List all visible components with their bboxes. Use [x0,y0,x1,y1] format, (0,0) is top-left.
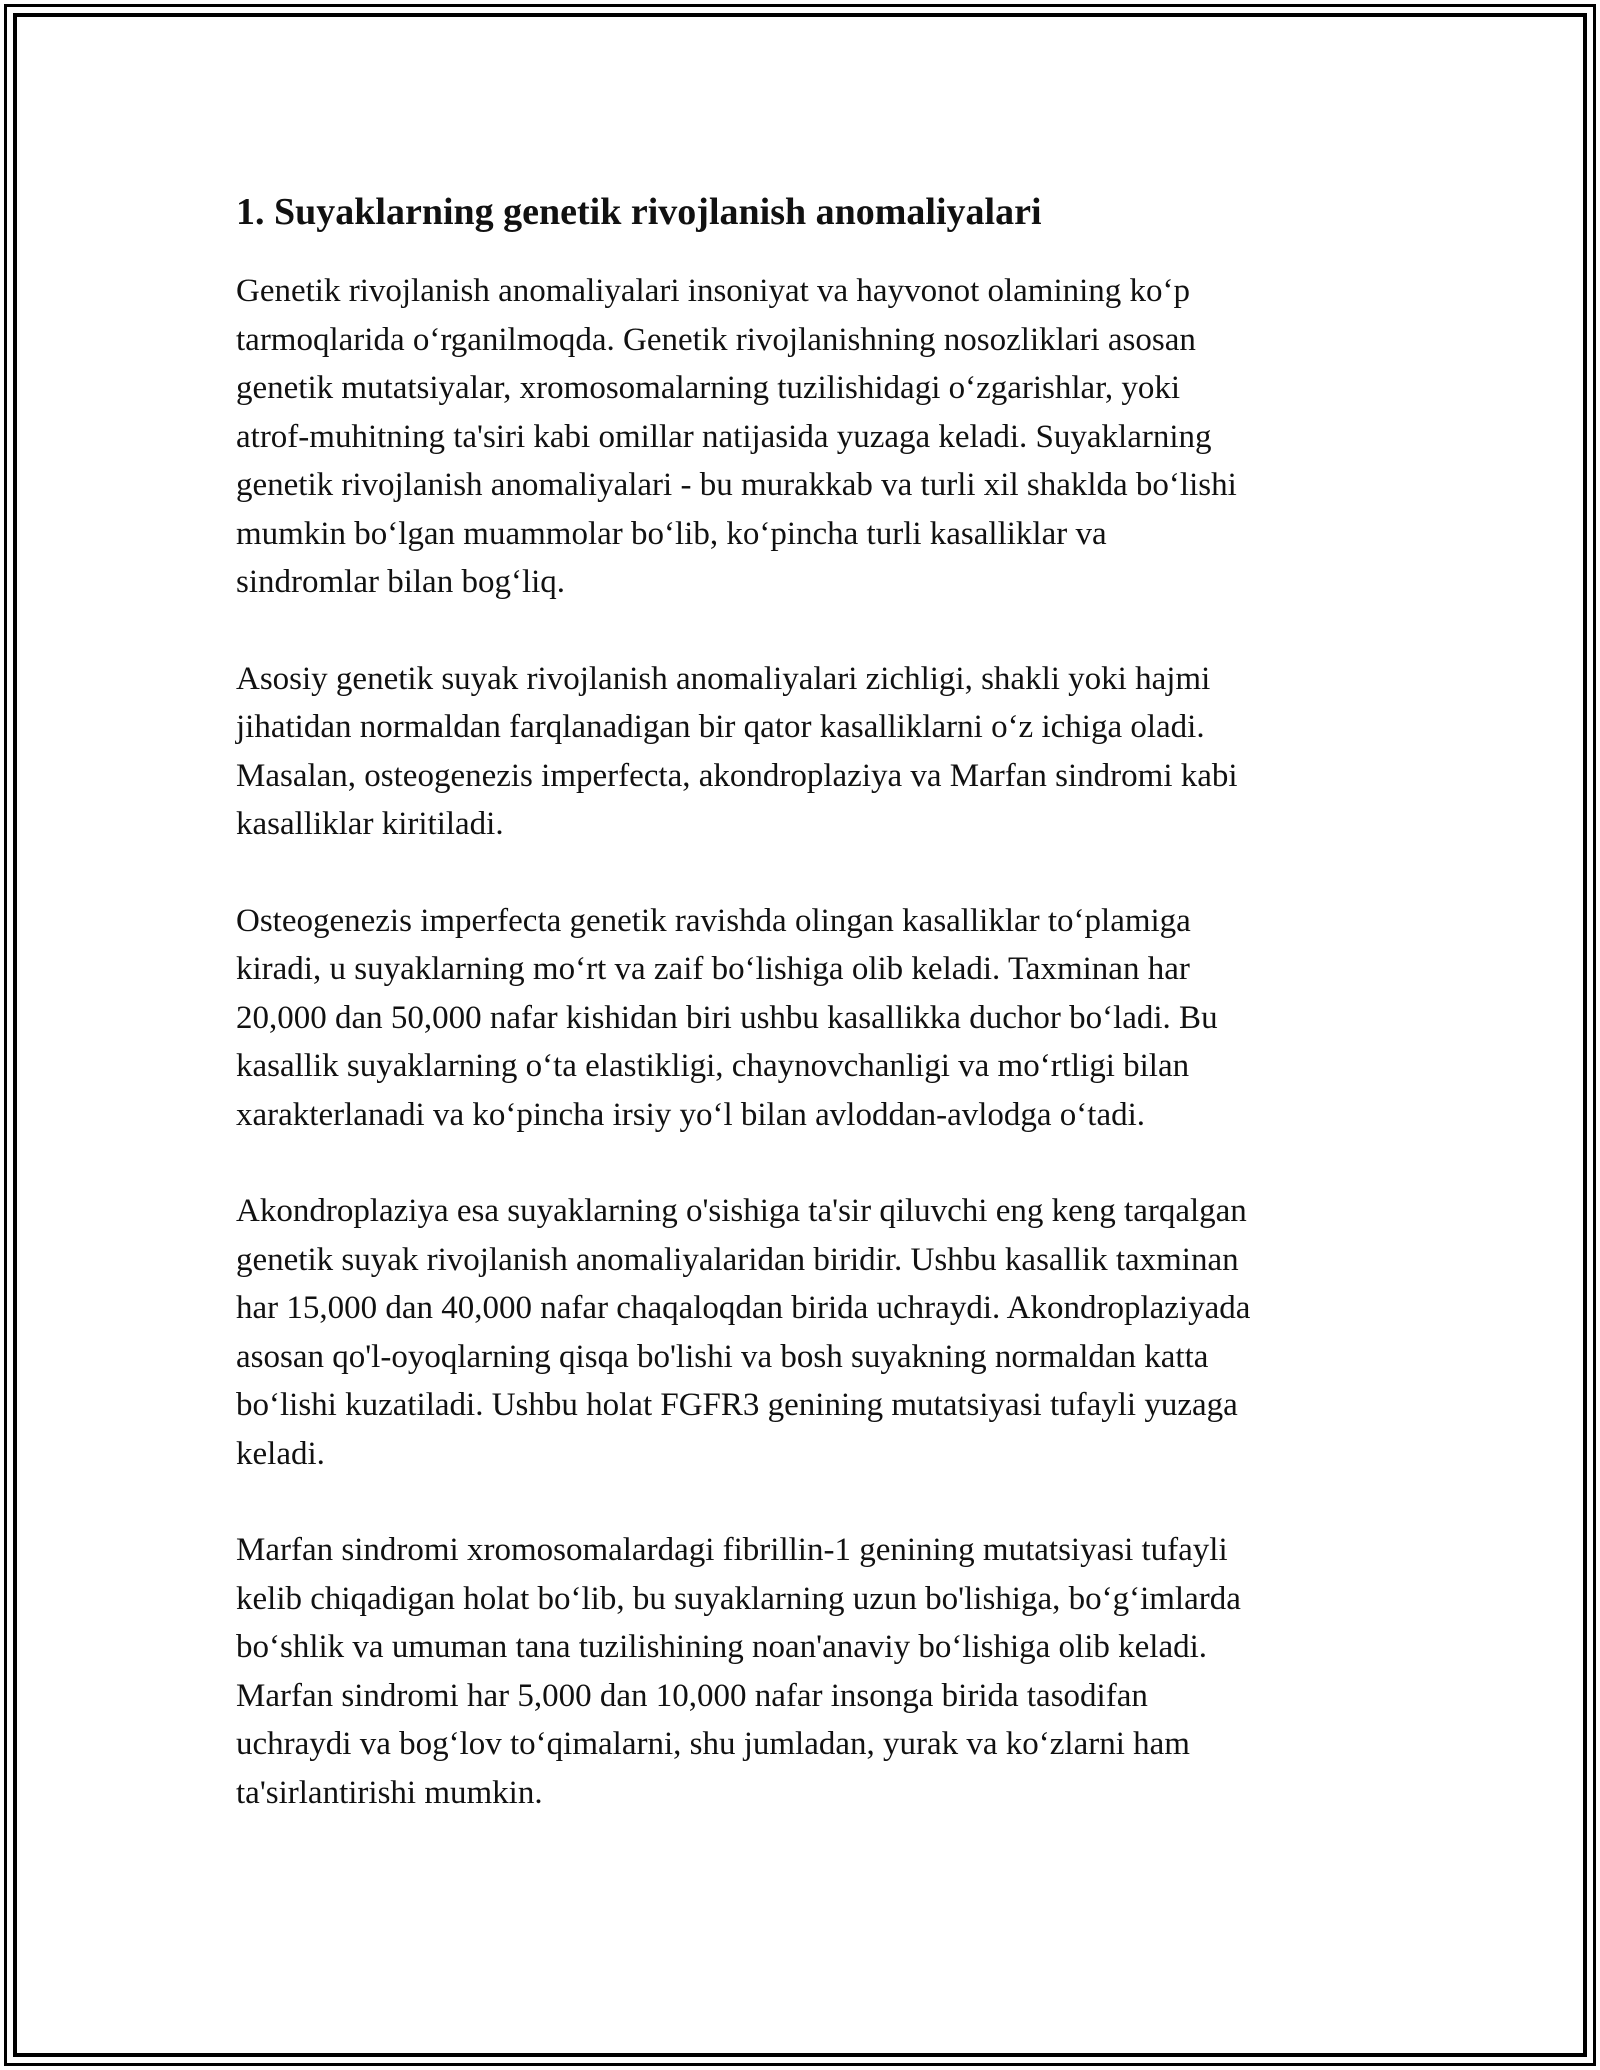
paragraph-line: kiradi, u suyaklarning mo‘rt va zaif bo‘lishiga olib keladi. Taxminan har [236,951,1190,987]
paragraph-line: keladi. [236,1435,325,1472]
paragraph-line: asosan qo'l-oyoqlarning qisqa bo'lishi va bosh suyakning normaldan katta [236,1338,1209,1375]
paragraph-line: kasalliklar kiritiladi. [236,806,504,842]
paragraph-osteogenesis [236,897,1386,1140]
paragraph-line: ta'sirlantirishi mumkin. [236,1774,543,1811]
paragraph-line: Asosiy genetik suyak rivojlanish anomaliyalari zichligi, shakli yoki hajmi [236,660,1211,697]
paragraph-line: Marfan sindromi har 5,000 dan 10,000 nafar insonga birida tasodifan [236,1677,1148,1714]
paragraph-line: Osteogenezis imperfecta genetik ravishda olingan kasalliklar to‘plamiga [236,902,1191,939]
paragraph-line: tarmoqlarida o‘rganilmoqda. Genetik rivojlanishning nosozliklari asosan [236,321,1196,358]
paragraph-line: Genetik rivojlanish anomaliyalari insoniyat va hayvonot olamining ko‘p [236,273,1191,309]
paragraph-line: 20,000 dan 50,000 nafar kishidan biri ushbu kasallikka duchor bo‘ladi. Bu [236,999,1218,1036]
paragraph-line: kasallik suyaklarning o‘ta elastikligi, chaynovchanligi va mo‘rtligi bilan [236,1048,1190,1084]
paragraph-line: mumkin bo‘lgan muammolar bo‘lib, ko‘pincha turli kasalliklar va [236,515,1107,552]
paragraph-line: Masalan, osteogenezis imperfecta, akondroplaziya va Marfan sindromi kabi [236,757,1238,794]
paragraph-line: bo‘shlik va umuman tana tuzilishining noan'anaviy bo‘lishiga olib keladi. [236,1629,1208,1665]
paragraph-intro [236,267,1386,607]
paragraph-line: genetik suyak rivojlanish anomaliyalaridan biridir. Ushbu kasallik taxminan [236,1241,1239,1278]
paragraph-line: xarakterlanadi va ko‘pincha irsiy yo‘l bilan avloddan-avlodga o‘tadi. [236,1096,1146,1133]
paragraph-line: atrof-muhitning ta'siri kabi omillar natijasida yuzaga keladi. Suyaklarning [236,418,1212,455]
paragraph-line: jihatidan normaldan farqlanadigan bir qator kasalliklarni o‘z ichiga oladi. [236,709,1205,745]
paragraph-line: Akondroplaziya esa suyaklarning o'sishiga ta'sir qiluvchi eng keng tarqalgan [236,1193,1247,1229]
paragraph-marfan [236,1526,1386,1817]
document-content [236,187,1386,1865]
paragraph-main-anomalies [236,655,1386,849]
paragraph-line: genetik rivojlanish anomaliyalari - bu murakkab va turli xil shaklda bo‘lishi [236,467,1237,503]
paragraph-line: sindromlar bilan bog‘liq. [236,564,566,600]
paragraph-line: bo‘lishi kuzatiladi. Ushbu holat FGFR3 genining mutatsiyasi tufayli yuzaga [236,1387,1238,1423]
paragraph-line: kelib chiqadigan holat bo‘lib, bu suyaklarning uzun bo'lishiga, bo‘g‘imlarda [236,1580,1241,1617]
section-title: 1. Suyaklarning genetik rivojlanish anomaliyalari [236,191,1042,233]
paragraph-line: uchraydi va bog‘lov to‘qimalarni, shu jumladan, yurak va ko‘zlarni ham [236,1726,1190,1762]
paragraph-line: genetik mutatsiyalar, xromosomalarning tuzilishidagi o‘zgarishlar, yoki [236,370,1181,406]
paragraph-line: har 15,000 dan 40,000 nafar chaqaloqdan birida uchraydi. Akondroplaziyada [236,1290,1251,1326]
paragraph-line: Marfan sindromi xromosomalardagi fibrillin-1 genining mutatsiyasi tufayli [236,1532,1228,1568]
paragraph-achondroplasia [236,1187,1386,1478]
